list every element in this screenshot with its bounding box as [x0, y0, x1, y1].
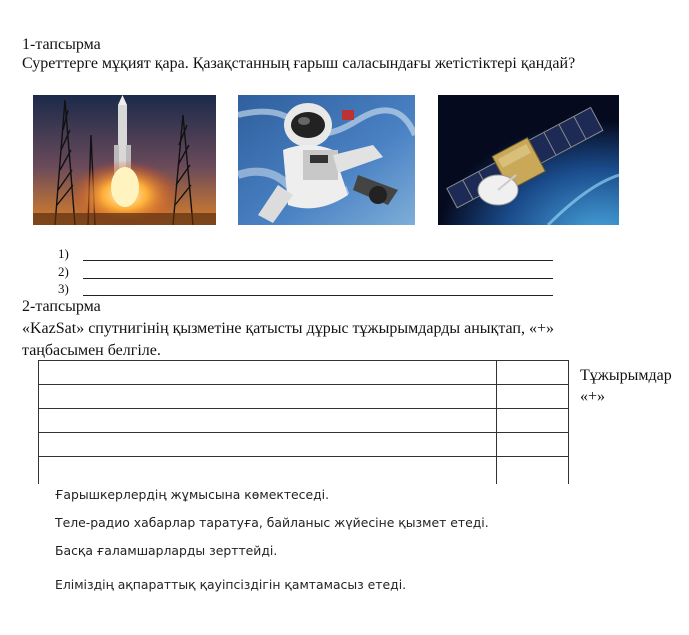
- answer-number: 3): [58, 281, 69, 296]
- table-rule: [38, 360, 39, 484]
- column-header: [580, 365, 672, 407]
- task2-title: 2-тапсырма: [22, 298, 101, 315]
- answer-row-3: [58, 281, 80, 297]
- answer-number: 1): [58, 246, 69, 261]
- plus-cell-2[interactable]: [497, 385, 567, 407]
- answer-row-1: [58, 246, 80, 262]
- table-rule: [38, 360, 568, 361]
- answer-row-2: [58, 264, 80, 280]
- answer-number: 2): [58, 264, 69, 279]
- table-rule: [38, 456, 568, 457]
- plus-cell-1[interactable]: [497, 361, 567, 383]
- statement-4: Еліміздің ақпараттық қауіпсіздігін қамтамасыз етеді.: [55, 577, 407, 592]
- table-rule: [38, 408, 568, 409]
- task1-title: 1-тапсырма: [22, 36, 101, 53]
- astronaut-spacewalk-photo: [238, 95, 415, 225]
- task2-instruction-line1: «KazSat» спутнигінің қызметіне қатысты дұрыс тұжырымдарды анықтап, «+»: [22, 320, 554, 337]
- satellite-orbit-photo: [438, 95, 619, 225]
- answer-line-3[interactable]: [83, 295, 553, 296]
- table-rule: [38, 432, 568, 433]
- rocket-launch-photo: [33, 95, 216, 225]
- task2-instruction-line2: таңбасымен белгіле.: [22, 342, 161, 359]
- table-rule: [568, 360, 569, 484]
- table-rule: [38, 384, 568, 385]
- column-header-line1: Тұжырымдар: [580, 367, 672, 384]
- statement-3: Басқа ғаламшарларды зерттейді.: [55, 543, 278, 558]
- statement-1: Ғарышкерлердің жұмысына көмектеседі.: [55, 487, 330, 502]
- plus-cell-4[interactable]: [497, 433, 567, 455]
- answer-line-2[interactable]: [83, 278, 553, 279]
- task1-question: Суреттерге мұқият қара. Қазақстанның ғарыш саласындағы жетістіктері қандай?: [22, 55, 576, 72]
- statement-2: Теле-радио хабарлар таратуға, байланыс жүйесіне қызмет етеді.: [55, 515, 489, 530]
- plus-cell-3[interactable]: [497, 409, 567, 431]
- statements-table: [38, 360, 568, 484]
- column-header-line2: «+»: [580, 388, 606, 405]
- answer-line-1[interactable]: [83, 260, 553, 261]
